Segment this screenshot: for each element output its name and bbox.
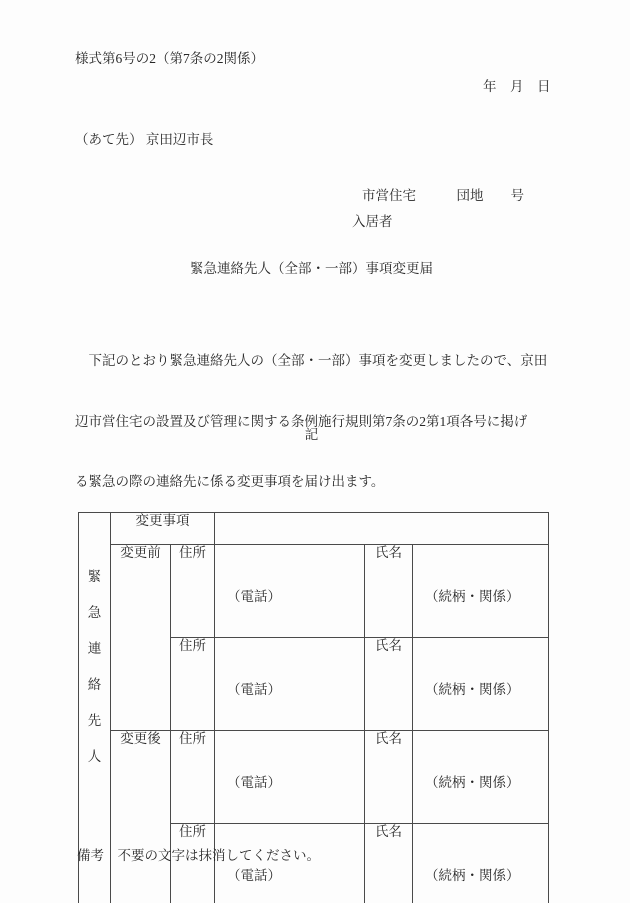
body-line-2: 辺市営住宅の設置及び管理に関する条例施行規則第7条の2第1項各号に掲げ [75, 413, 528, 429]
name-fill-cell [413, 545, 549, 638]
relation-label: （続柄・関係） [425, 682, 520, 697]
name-label: 氏名 [365, 545, 413, 638]
name-label: 氏名 [365, 731, 413, 824]
name-fill-cell [413, 824, 549, 903]
address-label: 住所 [171, 731, 215, 824]
name-label: 氏名 [365, 824, 413, 903]
table-row-before-1 [79, 545, 549, 638]
name-label: 氏名 [365, 638, 413, 731]
relation-label: （続柄・関係） [425, 868, 520, 883]
change-table [78, 512, 549, 903]
change-table-wrapper [78, 480, 549, 903]
date-line: 年 月 日 [483, 79, 551, 94]
vertical-header-cell [79, 513, 111, 903]
document-title: 緊急連絡先人（全部・一部）事項変更届 [190, 261, 433, 276]
addressee-line: （あて先） 京田辺市長 [75, 132, 214, 147]
address-label: 住所 [171, 545, 215, 638]
name-fill-cell [413, 638, 549, 731]
form-number: 様式第6号の2（第7条の2関係） [75, 51, 264, 66]
change-items-fill-cell [215, 513, 549, 545]
body-line-3: る緊急の際の連絡先に係る変更事項を届け出ます。 [75, 474, 385, 489]
before-change-label: 変更前 [111, 545, 171, 731]
tenant-line: 入居者 [352, 214, 393, 229]
vertical-header-emergency-contact: 緊急連絡先人 [87, 569, 102, 764]
housing-unit-line: 市営住宅 団地 号 [362, 188, 524, 203]
address-label: 住所 [171, 638, 215, 731]
phone-label: （電話） [227, 682, 281, 697]
relation-label: （続柄・関係） [425, 775, 520, 790]
ki-heading: 記 [304, 427, 319, 442]
body-line-1: 下記のとおり緊急連絡先人の（全部・一部）事項を変更しましたので、京田 [75, 353, 548, 368]
address-fill-cell [215, 638, 365, 731]
change-items-header: 変更事項 [111, 513, 215, 545]
table-row-header [79, 513, 549, 545]
phone-label: （電話） [227, 775, 281, 790]
after-change-label: 変更後 [111, 731, 171, 903]
remarks-note: 備考 不要の文字は抹消してください。 [77, 848, 320, 863]
relation-label: （続柄・関係） [425, 589, 520, 604]
name-fill-cell [413, 731, 549, 824]
address-label: 住所 [171, 824, 215, 903]
table-row-after-1 [79, 731, 549, 824]
phone-label: （電話） [227, 868, 281, 883]
phone-label: （電話） [227, 589, 281, 604]
address-fill-cell [215, 545, 365, 638]
address-fill-cell [215, 731, 365, 824]
